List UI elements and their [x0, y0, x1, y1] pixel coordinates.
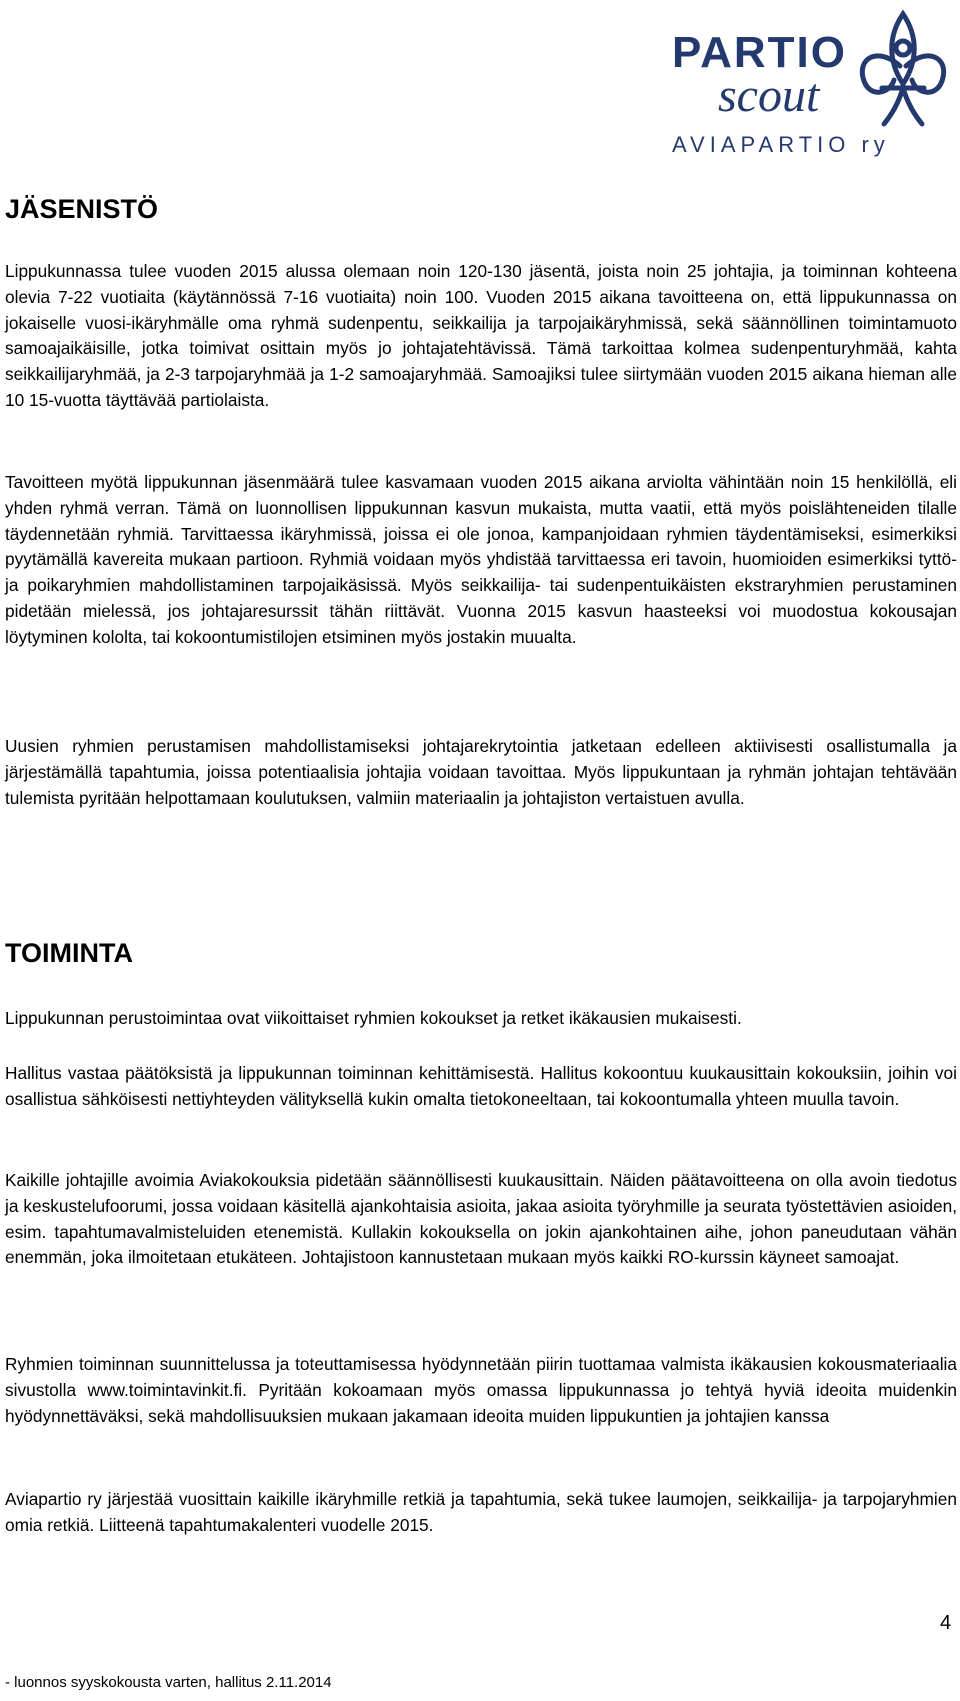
- logo-scout-text: scout: [718, 69, 820, 122]
- section-title-jasenisto: JÄSENISTÖ: [5, 194, 159, 224]
- paragraph: Tavoitteen myötä lippukunnan jäsenmäärä tulee kasvamaan vuoden 2015 aikana arviolta vähintään noin 15 henkilöllä, eli yhden ryhmä verran. Tämä on luonnollisen lippukunnan kasvun mukaista, mutta vaatii, että myös poislähteneiden tilalle täydennetään ryhmiä. Tarvittaessa ikäryhmissä, joissa ei ole jonoa, kampanjoidaan ryhmien täydentämiseksi, esimerkiksi pyytämällä kavereita mukaan partioon. Ryhmiä voidaan myös yhdistää tarvittaessa eri tavoin, huomioiden esimerkiksi tyttö- ja poikaryhmien mahdollistaminen tarpojaikäsissä. Myös seikkailija- tai sudenpentuikäisten ekstraryhmien perustaminen pidetään mielessä, jos johtajaresurssit tähän riittävät. Vuonna 2015 kasvun haasteeksi voi muodostua kokousajan löytyminen kololta, tai kokoontumistilojen etsiminen myös jostakin muualta.: [5, 472, 957, 647]
- logo-partio-text: PARTIO: [672, 28, 847, 77]
- page-number: 4: [940, 1612, 952, 1634]
- fleur-de-lis-icon: [848, 6, 958, 136]
- paragraph: Hallitus vastaa päätöksistä ja lippukunnan toiminnan kehittämisestä. Hallitus kokoontuu kuukausittain kokouksiin, joihin voi osallistua sähköisesti nettiyhteyden välityksellä kukin omalta tietokoneeltaan, tai kokoontumalla yhteen muulla tavoin.: [5, 1063, 957, 1109]
- paragraph: Kaikille johtajille avoimia Aviakokouksia pidetään säännöllisesti kuukausittain. Näiden päätavoitteena on olla avoin tiedotus ja keskustelufoorumi, jossa voidaan käsitellä ajankohtaisia asioita, jakaa asioita työryhmille ja seurata työstettävien asioiden, esim. tapahtumavalmisteluiden etenemistä. Kullakin kokouksella on jokin ajankohtainen aihe, johon paneudutaan vähän enemmän, joka ilmoitetaan etukäteen. Johtajistoon kannustetaan mukaan myös kaikki RO-kurssin käyneet samoajat.: [5, 1170, 957, 1268]
- footer-note: - luonnos syyskokousta varten, hallitus 2.11.2014: [5, 1674, 332, 1691]
- paragraph: Lippukunnan perustoimintaa ovat viikoittaiset ryhmien kokoukset ja retket ikäkausien mukaisesti.: [5, 1008, 742, 1028]
- logo-organization-name: AVIAPARTIO ry: [672, 132, 890, 157]
- paragraph: Aviapartio ry järjestää vuosittain kaikille ikäryhmille retkiä ja tapahtumia, sekä tukee laumojen, seikkailija- ja tarpojaryhmien omia retkiä. Liitteenä tapahtumakalenteri vuodelle 2015.: [5, 1489, 957, 1535]
- paragraph: Ryhmien toiminnan suunnittelussa ja toteuttamisessa hyödynnetään piirin tuottamaa valmista ikäkausien kokousmateriaalia sivustolla www.toimintavinkit.fi. Pyritään kokoamaan myös omassa lippukunnassa jo tehtyä hyviä ideoita muidenkin hyödynnettäväksi, sekä mahdollisuuksien mukaan jakamaan ideoita muiden lippukuntien ja johtajien kanssa: [5, 1354, 957, 1426]
- section-title-toiminta: TOIMINTA: [5, 938, 133, 968]
- partio-scout-logo: [668, 6, 960, 160]
- paragraph: Lippukunnassa tulee vuoden 2015 alussa olemaan noin 120-130 jäsentä, joista noin 25 johtajia, ja toiminnan kohteena olevia 7-22 vuotiaita (käytännössä 7-16 vuotiaita) noin 100. Vuoden 2015 aikana tavoitteena on, että lippukunnassa on jokaiselle vuosi-ikäryhmälle oma ryhmä sudenpentu, seikkailija ja tarpojaikäryhmissä, sekä säännöllinen toimintamuoto samoajaikäisille, jotka toimivat osittain myös jo johtajatehtävissä. Tämä tarkoittaa kolmea sudenpenturyhmää, kahta seikkailijaryhmää, ja 2-3 tarpojaryhmää ja 1-2 samoajaryhmää. Samoajiksi tulee siirtymään vuoden 2015 aikana hieman alle 10 15-vuotta täyttävää partiolaista.: [5, 261, 957, 410]
- paragraph: Uusien ryhmien perustamisen mahdollistamiseksi johtajarekrytointia jatketaan edelleen aktiivisesti osallistumalla ja järjestämällä tapahtumia, joissa potentiaalisia johtajia voidaan tavoittaa. Myös lippukuntaan ja ryhmän johtajan tehtävään tulemista pyritään helpottamaan koulutuksen, valmiin materiaalin ja johtajiston vertaistuen avulla.: [5, 736, 957, 808]
